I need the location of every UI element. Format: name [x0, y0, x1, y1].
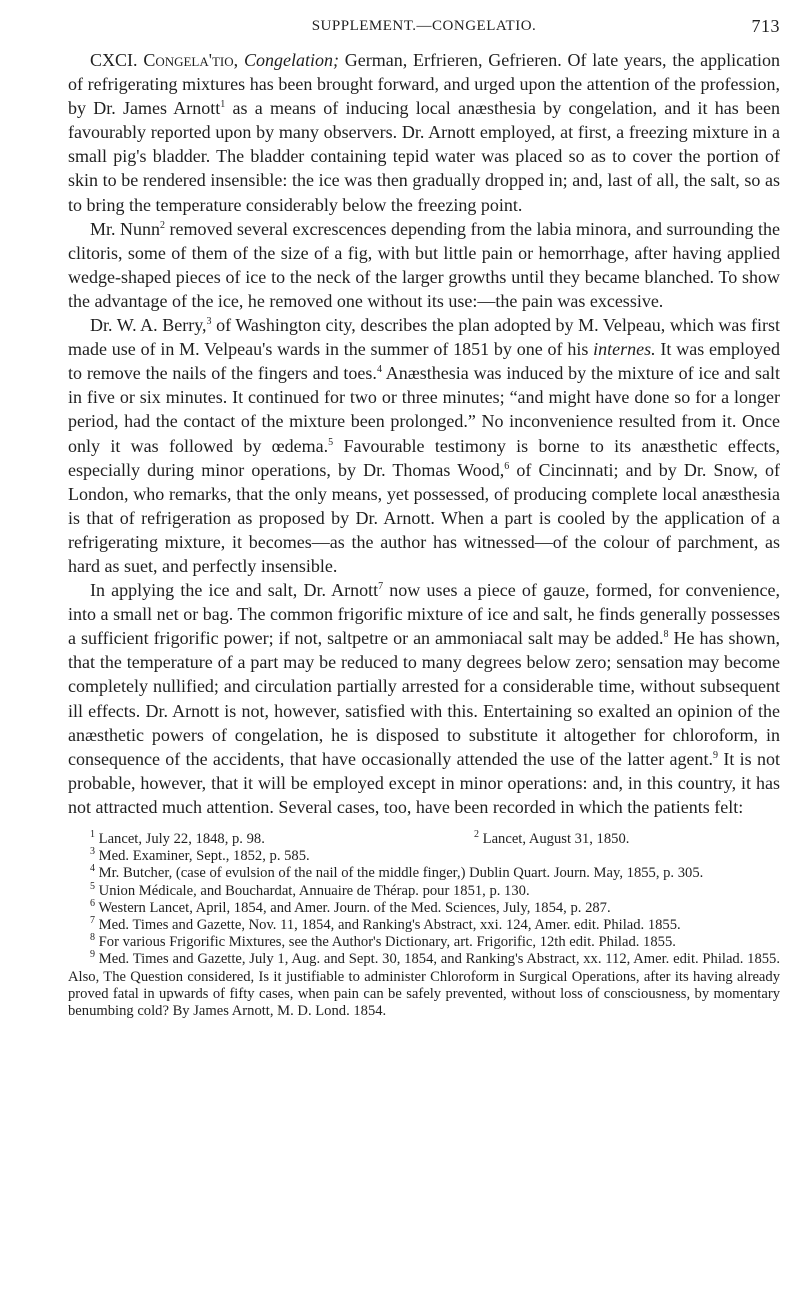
para2-text-1: Mr. Nunn	[90, 218, 161, 239]
footnote-ref-4: 4	[376, 364, 382, 376]
footnote-mark-9: 9	[90, 949, 95, 961]
running-head	[68, 18, 780, 42]
footnote-ref-6: 6	[504, 460, 510, 472]
footnote-5-text: Union Médicale, and Bouchardat, Annuaire de Thérap. pour 1851, p. 130.	[98, 882, 530, 899]
footnote-5	[68, 880, 780, 900]
entry-number: CXCI.	[90, 50, 138, 70]
footnote-7-text: Med. Times and Gazette, Nov. 11, 1854, and Ranking's Abstract, xxi. 124, Amer. edit. Philad. 1855.	[98, 917, 681, 934]
footnote-mark-6: 6	[90, 897, 95, 909]
footnote-7	[68, 917, 780, 934]
footnote-3-text: Med. Examiner, Sept., 1852, p. 585.	[98, 848, 310, 865]
footnote-ref-3: 3	[206, 316, 212, 328]
footnote-6	[68, 897, 780, 917]
para3-text-3: It was employed to remove the nails of the fingers and toes.	[68, 339, 780, 384]
para4-text-4: It is not probable, however, that it will be employed except in minor operations: and, in this country, it has not attracted much attention. Several cases, too, have been recorded in which the patients felt:	[68, 748, 780, 817]
footnote-ref-7: 7	[378, 581, 384, 593]
footnote-4	[68, 865, 780, 882]
footnote-ref-9: 9	[713, 749, 718, 761]
para3-italic-internes: internes.	[593, 339, 656, 360]
entry-german: Erfrieren, Gefrieren.	[413, 50, 562, 70]
para4-text-2: now uses a piece of gauze, formed, for convenience, into a small net or bag. The common frigorific mixture of ice and salt, he finds generally possesses a sufficient frigorific power; if not, saltpetre or an ammoniacal salt may be added.	[68, 580, 780, 649]
footnote-1-text: Lancet, July 22, 1848, p. 98.	[98, 831, 265, 847]
running-head-title: SUPPLEMENT.—CONGELATIO.	[311, 18, 537, 34]
para4-text-1: In applying the ice and salt, Dr. Arnott	[90, 580, 379, 601]
footnote-mark-3: 3	[90, 846, 95, 858]
para4-text-3: He has shown, that the temperature of a part may be reduced to many degrees below zero; sensation may become completely nullified; and circulation partially arrested for a considerable time, without subsequent ill effects. Dr. Arnott is not, however, satisfied with this. Entertaining so exalted an opinion of the anæsthetic powers of congelation, he is disposed to substitute it altogether for chloroform, in consequence of the accidents, that have occasionally attended the use of the latter agent.	[68, 628, 780, 769]
entry-headword: Congela'tio,	[143, 50, 239, 70]
footnote-6-text: Western Lancet, April, 1854, and Amer. Journ. of the Med. Sciences, July, 1854, p. 287.	[98, 899, 611, 916]
footnote-ref-5: 5	[328, 436, 334, 448]
footnote-mark-1: 1	[90, 829, 95, 841]
footnote-ref-1: 1	[220, 99, 226, 111]
footnote-ref-2: 2	[160, 219, 166, 231]
para1-text-1: Of late years, the application of refrigerating mixtures has been brought forward, and urged upon the attention of the profession, by Dr. James Arnott	[68, 50, 781, 119]
para3-text-4: Anæsthesia was induced by the mixture of ice and salt in five or six minutes. It continued for two or three minutes; “and might have done so for a longer period, had the contact of the mixture been prolonged.” No inconvenience resulted from it. Once only it was followed by œdema.	[68, 363, 780, 456]
footnote-mark-8: 8	[90, 932, 95, 944]
footnote-mark-7: 7	[90, 915, 95, 927]
footnote-9-text: Med. Times and Gazette, July 1, Aug. and Sept. 30, 1854, and Ranking's Abstract, xx. 112, Amer. edit. Philad. 1855. Also, The Question considered, Is it justifiable to administer Chloroform in Surgical Operations, after its having already proved fatal in upwards of fifty cases, when pain can be safely prevented, without loss of consciousness, by momentary benumbing cold? By James Arnott, M. D. Lond. 1854.	[68, 951, 781, 1020]
footnote-mark-4: 4	[90, 863, 95, 875]
footnote-row-1-2	[68, 831, 780, 848]
footnote-2	[424, 831, 780, 848]
paragraph-arnott	[68, 578, 780, 819]
footnote-8-text: For various Frigorific Mixtures, see the Author's Dictionary, art. Frigorific, 12th edit. Philad. 1855.	[98, 934, 676, 951]
paragraph-nunn	[68, 217, 780, 313]
body-text	[68, 48, 780, 819]
page-number: 713	[751, 16, 780, 36]
para3-text-5: Favourable testimony is borne to its anæsthetic effects, especially during minor operations, by Dr. Thomas Wood,	[68, 435, 780, 480]
paragraph-berry	[68, 313, 780, 578]
entry-german-label: German,	[344, 50, 408, 70]
book-page	[68, 18, 780, 1020]
footnote-8	[68, 934, 780, 951]
footnote-9	[68, 951, 780, 1020]
footnote-2-text: Lancet, August 31, 1850.	[482, 831, 630, 847]
footnote-ref-8: 8	[663, 629, 669, 641]
footnote-mark-2: 2	[474, 829, 479, 841]
footnote-4-text: Mr. Butcher, (case of evulsion of the nail of the middle finger,) Dublin Quart. Journ. May, 1855, p. 305.	[98, 865, 704, 882]
footnotes	[68, 831, 780, 1020]
footnote-3	[68, 848, 780, 865]
footnote-1	[68, 831, 424, 848]
paragraph-entry	[68, 48, 780, 217]
para3-text-1: Dr. W. A. Berry,	[90, 315, 207, 336]
para1-text-2: as a means of inducing local anæsthesia by congelation, and it has been favourably reported upon by many observers. Dr. Arnott employed, at first, a freezing mixture in a small pig's bladder. The bladder containing tepid water was placed so as to cover the portion of skin to be rendered insensible: the ice was then gradually dropped in; and, last of all, the salt, so as to bring the temperature considerably below the freezing point.	[68, 98, 780, 215]
para2-text-2: removed several excrescences depending from the labia minora, and surrounding the clitoris, some of them of the size of a fig, with but little pain or hemorrhage, after having applied wedge-shaped pieces of ice to the neck of the larger growths until they became blanched. To show the advantage of the ice, he removed one without its use:—the pain was excessive.	[68, 218, 780, 311]
para3-text-6: of Cincinnati; and by Dr. Snow, of London, who remarks, that the only means, yet possessed, of producing complete local anæsthesia is that of refrigeration as proposed by Dr. Arnott. When a part is cooled by the application of a refrigerating mixture, it becomes—as the author has witnessed—of the colour of parchment, as hard as suet, and perfectly insensible.	[68, 459, 781, 576]
footnote-mark-5: 5	[90, 880, 95, 892]
para3-text-2: of Washington city, describes the plan adopted by M. Velpeau, which was first made use of in M. Velpeau's wards in the summer of 1851 by one of his	[68, 315, 780, 360]
entry-translation: Congelation;	[243, 50, 339, 70]
